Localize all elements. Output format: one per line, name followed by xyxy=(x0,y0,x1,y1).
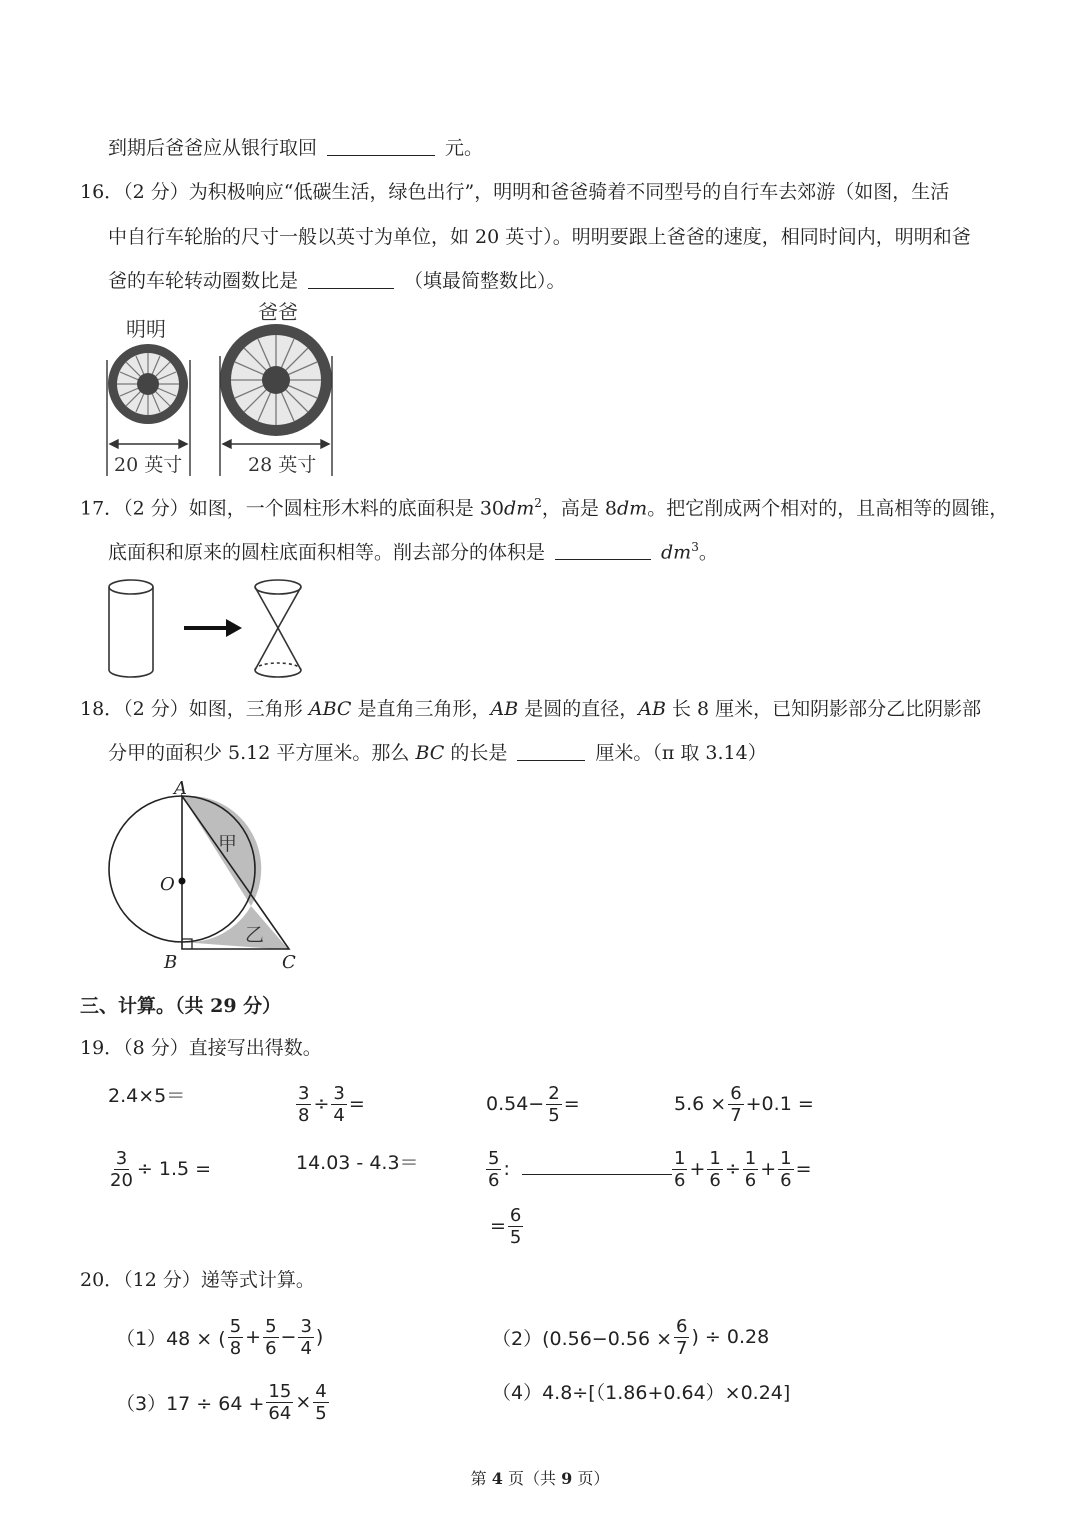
q19-expr-7-result: = $\frac{6}{5}$ xyxy=(490,1204,522,1248)
arrow-icon xyxy=(184,619,242,637)
q20-part-4: （4）4.8÷[（1.86+0.64）×0.24] xyxy=(492,1381,791,1404)
point-label-a: A xyxy=(174,780,187,799)
q19-expr-8: $\frac{1}{6}$ + $\frac{1}{6}$ ÷ $\frac{1}{6}$ + $\frac{1}{6}$ = xyxy=(674,1147,812,1191)
large-wheel xyxy=(220,324,332,436)
double-cone-shape xyxy=(255,580,301,677)
wheel-label-mingming: 明明 xyxy=(126,317,166,341)
cylinder-to-cones-figure xyxy=(100,572,320,682)
q16-line1: 16．（2 分）为积极响应“低碳生活，绿色出行”，明明和爸爸骑着不同型号的自行车去郊游（如图，生活 xyxy=(80,181,950,203)
q15-line: 到期后爸爸应从银行取回 元。 xyxy=(108,137,484,159)
wheel-size-left: 20 英寸 xyxy=(114,454,183,476)
circle-triangle-figure xyxy=(100,780,310,975)
q20-part-2: （2）(0.56−0.56 × $\frac{6}{7}$ ) ÷ 0.28 xyxy=(492,1315,770,1359)
q19-expr-1: 2.4×5＝ xyxy=(108,1084,186,1107)
q19-expr-5: $\frac{3}{20}$ ÷ 1.5 = xyxy=(110,1147,212,1191)
region-label-yi: 乙 xyxy=(245,924,265,946)
q18-line2: 分甲的面积少 5.12 平方厘米。那么 BC 的长是 厘米。（π 取 3.14） xyxy=(108,742,767,764)
q19-title: 19．（8 分）直接写出得数。 xyxy=(80,1037,322,1059)
answer-blank-18[interactable] xyxy=(517,742,585,761)
answer-blank-15[interactable] xyxy=(327,137,435,156)
right-angle-mark xyxy=(182,939,192,949)
q20-part-3: （3）17 ÷ 64 + $\frac{15}{64}$ × $\frac{4}{5}$ xyxy=(116,1380,327,1424)
q18-line1: 18．（2 分）如图，三角形 ABC 是直角三角形，AB 是圆的直径，AB 长 8 厘米，已知阴影部分乙比阴影部 xyxy=(80,698,982,720)
q20-title: 20．（12 分）递等式计算。 xyxy=(80,1269,315,1291)
q16-line3: 爸的车轮转动圈数比是 （填最简整数比）。 xyxy=(108,270,566,292)
section-3-title: 三、计算。（共 29 分） xyxy=(80,995,282,1017)
answer-blank-19[interactable] xyxy=(522,1174,672,1175)
wheel-label-baba: 爸爸 xyxy=(258,300,298,324)
wheel-size-right: 28 英寸 xyxy=(248,454,317,476)
q19-expr-4: 5.6 × $\frac{6}{7}$ +0.1 = xyxy=(674,1082,814,1126)
point-label-b: B xyxy=(164,952,178,973)
q19-expr-3: 0.54− $\frac{2}{5}$ = xyxy=(486,1082,580,1126)
q19-expr-2: $\frac{3}{8}$ ÷ $\frac{3}{4}$ = xyxy=(298,1082,365,1126)
bicycle-wheels-figure xyxy=(100,296,340,482)
cylinder-shape xyxy=(109,580,153,677)
q20-part-1: （1）48 × ( $\frac{5}{8}$ + $\frac{5}{6}$ − $\frac{3}{4}$ ) xyxy=(116,1315,324,1359)
answer-blank-17[interactable] xyxy=(555,541,651,560)
shaded-region-yi xyxy=(182,906,289,950)
q16-line2: 中自行车轮胎的尺寸一般以英寸为单位，如 20 英寸）。明明要跟上爸爸的速度，相同时间内，明明和爸 xyxy=(108,226,971,248)
q17-line2: 底面积和原来的圆柱底面积相等。削去部分的体积是 $dm^3$。 xyxy=(108,540,718,564)
page-footer: 第 4 页（共 9 页） xyxy=(470,1469,610,1488)
small-wheel xyxy=(108,344,188,424)
q17-line1: 17．（2 分）如图，一个圆柱形木料的底面积是 $30dm^2$，高是 8dm。把它削成两个相对的，且高相等的圆锥， xyxy=(80,496,1009,520)
point-label-c: C xyxy=(282,952,296,973)
center-point xyxy=(179,878,186,885)
answer-blank-16[interactable] xyxy=(308,270,394,289)
q19-expr-6: 14.03 - 4.3＝ xyxy=(296,1151,419,1174)
q19-expr-7: $\frac{5}{6}$ : xyxy=(484,1145,676,1193)
point-label-o: O xyxy=(160,874,175,895)
region-label-jia: 甲 xyxy=(218,833,238,855)
